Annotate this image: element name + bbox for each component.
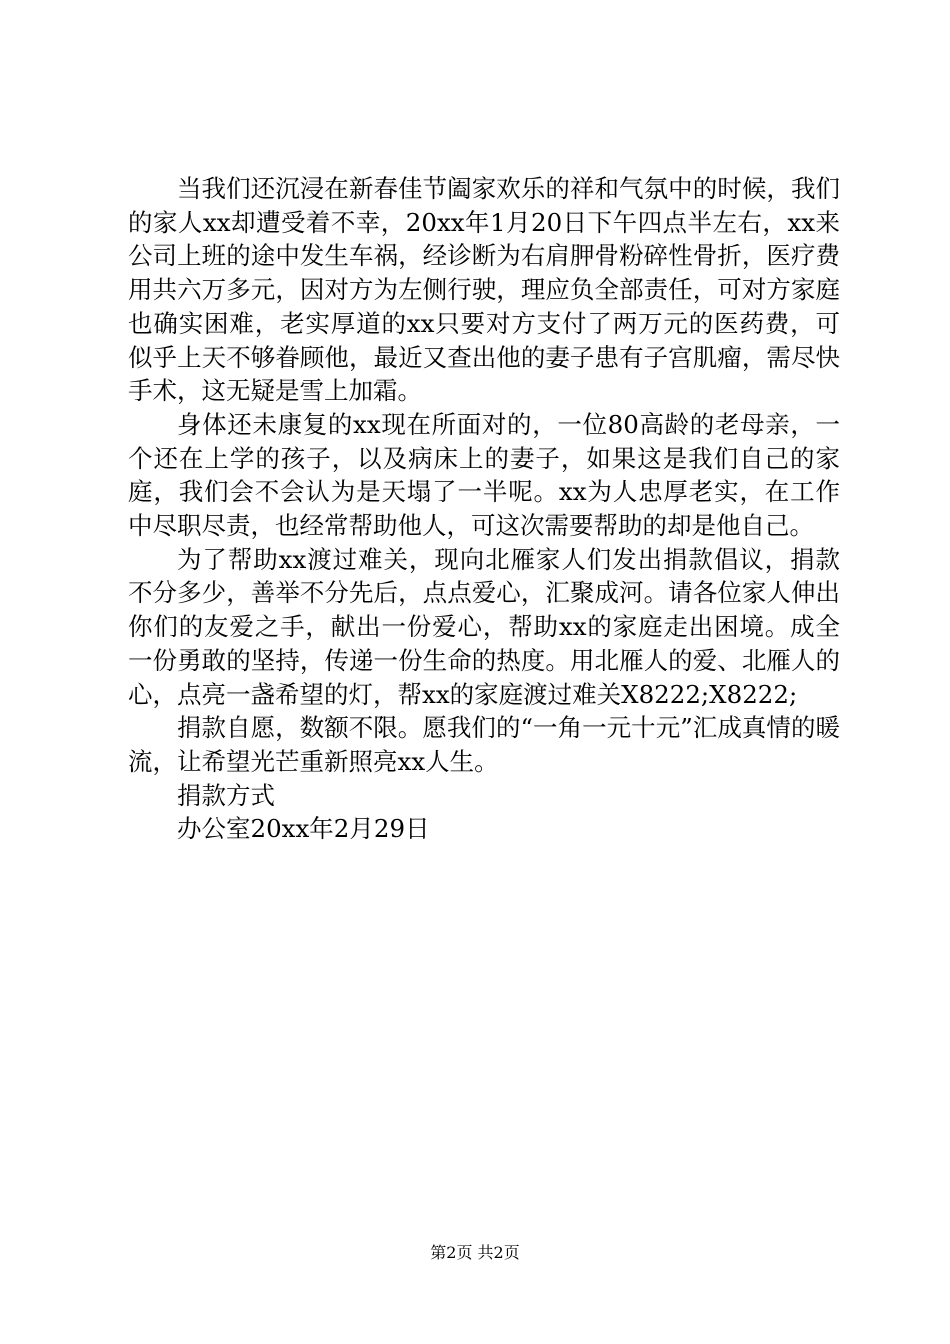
- paragraph-signature-date: 办公室20xx年2月29日: [177, 814, 430, 844]
- paragraph-donation-appeal: 为了帮助xx渡过难关，现向北雁家人们发出捐款倡议，捐款不分多少，善举不分先后，点点爱心，汇聚成河。请各位家人伸出你们的友爱之手，献出一份爱心，帮助xx的家庭走出困境。成全一份勇敢的坚持，传递一份生命的热度。用北雁人的爱、北雁人的心，点亮一盏希望的灯，帮xx的家庭渡过难关X8222;X8222;: [128, 544, 840, 709]
- paragraph-voluntary-donation: 捐款自愿，数额不限。愿我们的“一角一元十元”汇成真情的暖流，让希望光芒重新照亮xx人生。: [128, 713, 840, 776]
- paragraph-family-situation: 身体还未康复的xx现在所面对的，一位80高龄的老母亲，一个还在上学的孩子，以及病床上的妻子，如果这是我们自己的家庭，我们会不会认为是天塌了一半呢。xx为人忠厚老实，在工作中尽职尽责，也经常帮助他人，可这次需要帮助的却是他自己。: [128, 409, 840, 541]
- paragraph-donation-method: 捐款方式: [177, 780, 275, 810]
- page-footer: 第2页 共2页: [430, 1243, 520, 1262]
- document-body: [128, 172, 840, 846]
- paragraph-incident: 当我们还沉浸在新春佳节阖家欢乐的祥和气氛中的时候，我们的家人xx却遭受着不幸，20xx年1月20日下午四点半左右，xx来公司上班的途中发生车祸，经诊断为右肩胛骨粉碎性骨折，医疗费用共六万多元，因对方为左侧行驶，理应负全部责任，可对方家庭也确实困难，老实厚道的xx只要对方支付了两万元的医药费，可似乎上天不够眷顾他，最近又查出他的妻子患有子宫肌瘤，需尽快手术，这无疑是雪上加霜。: [128, 174, 840, 406]
